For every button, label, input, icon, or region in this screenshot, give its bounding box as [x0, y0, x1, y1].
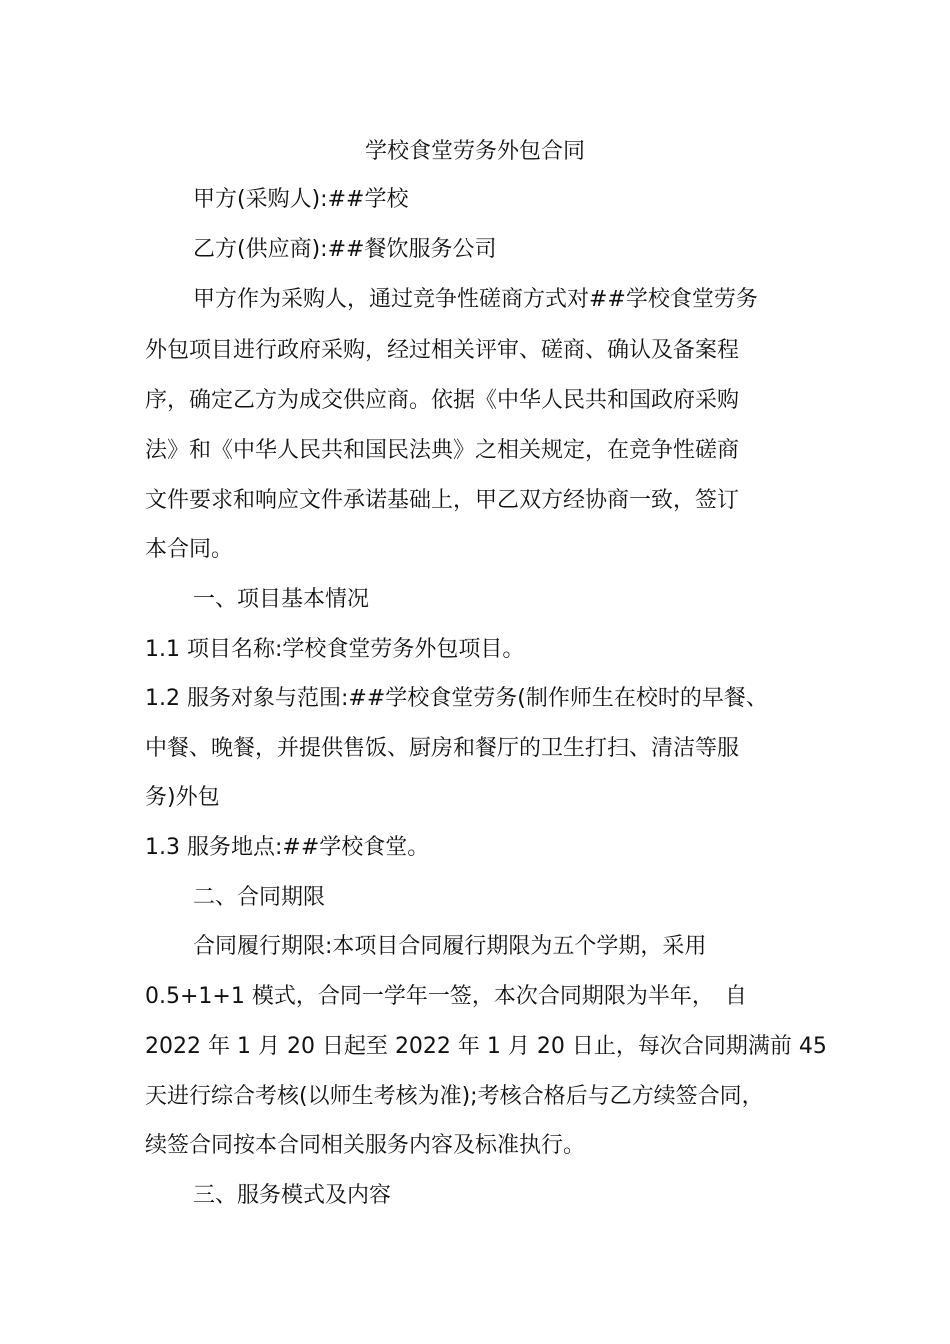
term-paragraph-line: 0.5+1+1 模式，合同一学年一签，本次合同期限为半年， 自: [145, 984, 747, 1009]
clause-1-2-continued: 中餐、晚餐，并提供售饭、厨房和餐厅的卫生打扫、清洁等服: [145, 736, 740, 761]
term-paragraph-line: 天进行综合考核(以师生考核为准);考核合格后与乙方续签合同，: [145, 1084, 764, 1109]
clause-1-3: 1.3 服务地点:##学校食堂。: [145, 835, 430, 860]
section-heading-3: 三、服务模式及内容: [193, 1183, 392, 1208]
section-heading-2: 二、合同期限: [193, 885, 326, 910]
party-a-line: 甲方(采购人):##学校: [193, 187, 409, 212]
clause-1-2-continued: 务)外包: [145, 785, 220, 810]
paragraph-line: 甲方作为采购人，通过竞争性磋商方式对##学校食堂劳务: [193, 287, 758, 312]
paragraph-line: 文件要求和响应文件承诺基础上，甲乙双方经协商一致，签订: [145, 488, 740, 513]
term-paragraph-line: 续签合同按本合同相关服务内容及标准执行。: [145, 1133, 586, 1158]
party-b-line: 乙方(供应商):##餐饮服务公司: [193, 237, 497, 262]
paragraph-line: 序，确定乙方为成交供应商。依据《中华人民共和国政府采购: [145, 388, 740, 413]
paragraph-line: 外包项目进行政府采购，经过相关评审、磋商、确认及备案程: [145, 338, 740, 363]
term-paragraph-line: 合同履行期限:本项目合同履行期限为五个学期，采用: [193, 934, 707, 959]
clause-1-1: 1.1 项目名称:学校食堂劳务外包项目。: [145, 637, 525, 662]
section-heading-1: 一、项目基本情况: [193, 587, 370, 612]
paragraph-line: 法》和《中华人民共和国民法典》之相关规定，在竞争性磋商: [145, 438, 740, 463]
clause-1-2: 1.2 服务对象与范围:##学校食堂劳务(制作师生在校时的早餐、: [145, 686, 768, 711]
paragraph-line: 本合同。: [145, 537, 234, 562]
document-title: 学校食堂劳务外包合同: [364, 139, 585, 164]
term-paragraph-line: 2022 年 1 月 20 日起至 2022 年 1 月 20 日止，每次合同期满前 45: [145, 1034, 827, 1059]
